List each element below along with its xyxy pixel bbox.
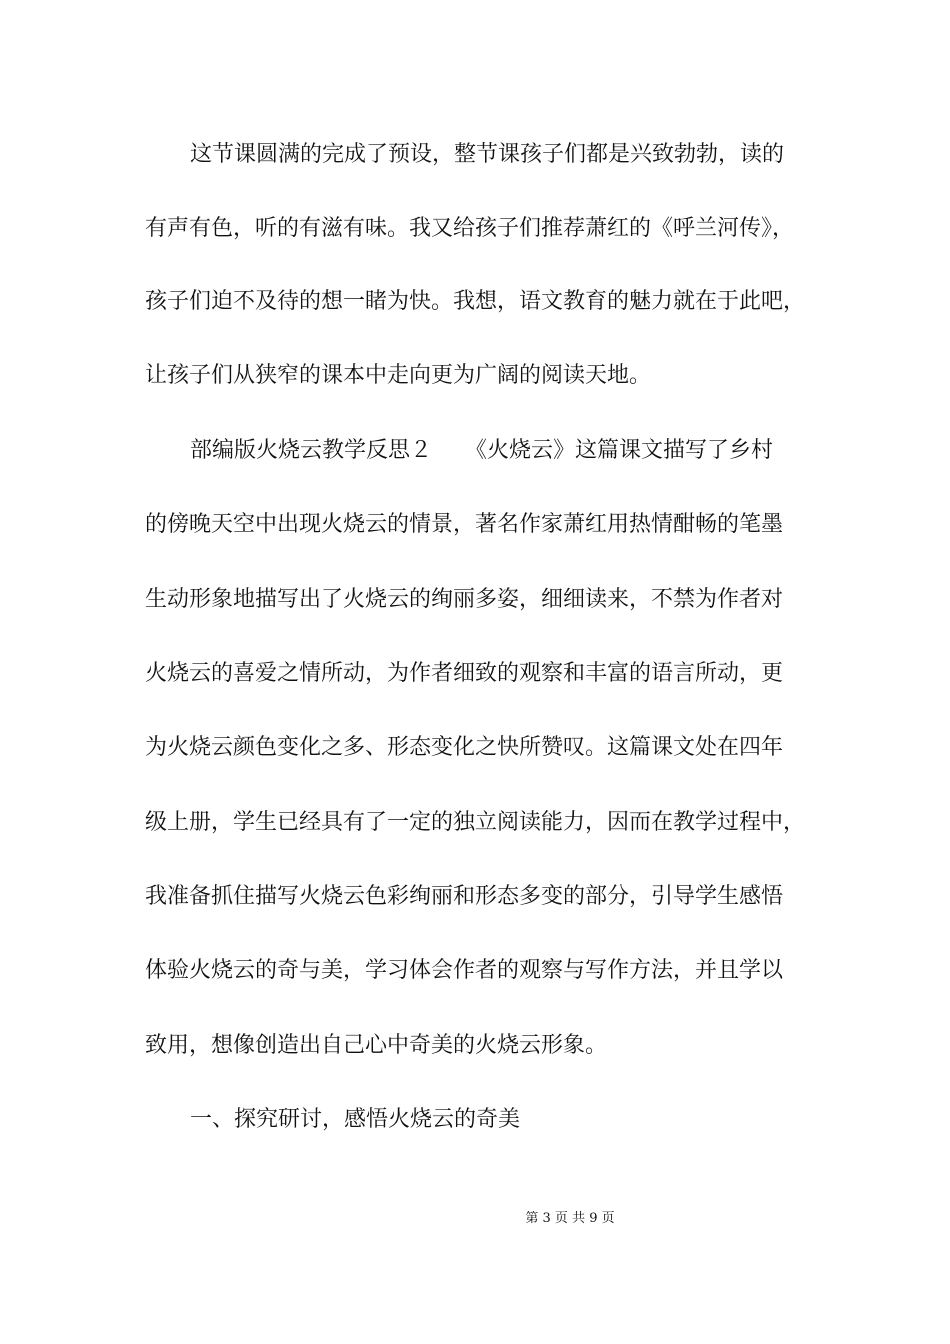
paragraph-line: 的傍晚天空中出现火烧云的情景，著名作家萧红用热情酣畅的笔墨: [145, 512, 784, 537]
paragraph-line: 有声有色，听的有滋有味。我又给孩子们推荐萧红的《呼兰河传》，: [145, 216, 795, 241]
subheading-line: 一、探究研讨，感悟火烧云的奇美: [190, 1107, 521, 1132]
section-heading-line: 部编版火烧云教学反思２ 《火烧云》这篇课文描写了乡村: [190, 438, 774, 463]
paragraph-line: 体验火烧云的奇与美，学习体会作者的观察与写作方法，并且学以: [145, 958, 784, 983]
paragraph-line: 为火烧云颜色变化之多、形态变化之快所赞叹。这篇课文处在四年: [145, 735, 784, 760]
paragraph-line: 孩子们迫不及待的想一睹为快。我想，语文教育的魅力就在于此吧，: [145, 289, 806, 314]
paragraph-line: 我准备抓住描写火烧云色彩绚丽和形态多变的部分，引导学生感悟: [145, 884, 784, 909]
paragraph-line: 这节课圆满的完成了预设，整节课孩子们都是兴致勃勃，读的: [190, 142, 785, 167]
paragraph-line: 致用，想像创造出自己心中奇美的火烧云形象。: [145, 1033, 608, 1058]
page-number: 第 3 页 共 9 页: [525, 1211, 615, 1226]
paragraph-line: 生动形象地描写出了火烧云的绚丽多姿，细细读来，不禁为作者对: [145, 587, 784, 612]
paragraph-line: 让孩子们从狭窄的课本中走向更为广阔的阅读天地。: [145, 363, 652, 388]
paragraph-line: 级上册，学生已经具有了一定的独立阅读能力，因而在教学过程中，: [145, 810, 806, 835]
page-footer: [0, 1210, 950, 1228]
paragraph-line: 火烧云的喜爱之情所动，为作者细致的观察和丰富的语言所动，更: [145, 661, 784, 686]
